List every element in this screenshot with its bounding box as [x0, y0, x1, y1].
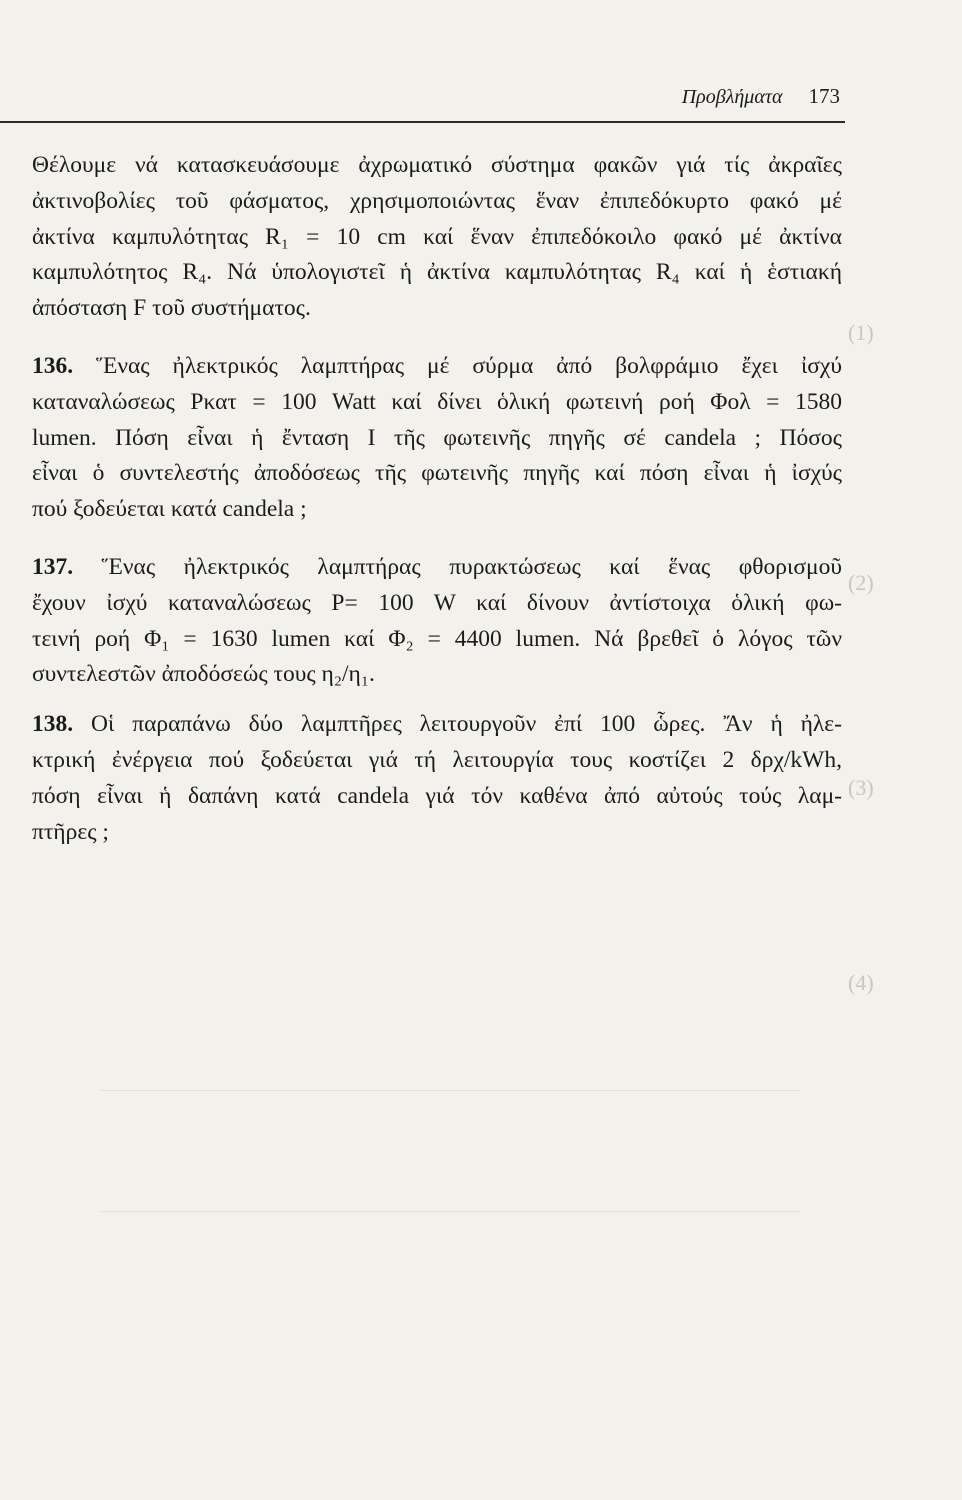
problem-138	[32, 707, 842, 850]
problem-137	[32, 550, 842, 693]
section-title: Προβλήματα	[681, 86, 783, 108]
text-line: τεινή ροή Φ₁ = 1630 lumen καί Φ₂ = 4400 lumen. Νά βρεθεῖ ὁ λόγος τῶν	[32, 625, 842, 652]
problem-number: 138.	[32, 711, 74, 738]
text-segment: Ἕνας ἠλεκτρικός λαμπτήρας μέ σύρμα ἀπό βολφράμιο ἔχει ἰσχύ	[96, 352, 842, 379]
text-line: ἀκτίνα καμπυλότητας R₁ = 10 cm καί ἕναν ἐπιπεδόκοιλο φακό μέ ἀκτίνα	[32, 223, 842, 250]
text-line: συντελεστῶν ἀποδόσεώς τους η₂/η₁.	[32, 661, 375, 688]
problem-number: 137.	[32, 553, 74, 580]
bleed-through-mark: (4)	[848, 970, 874, 995]
bleed-through-mark: (1)	[848, 320, 874, 345]
problem-number: 136.	[32, 352, 74, 379]
text-line: πού ξοδεύεται κατά candela ;	[32, 496, 307, 523]
page-body	[32, 148, 842, 850]
bleed-through-quote-bar	[100, 1090, 800, 1212]
text-line: πόση εἶναι ἡ δαπάνη κατά candela γιά τόν καθένα ἀπό αὐτούς τούς λαμ-	[32, 782, 842, 809]
text-segment: Οἱ παραπάνω δύο λαμπτῆρες λειτουργοῦν ἐπί 100 ὧρες. Ἄν ἡ ἠλε-	[91, 711, 843, 738]
text-line	[32, 550, 842, 586]
text-line: Θέλουμε νά κατασκευάσουμε ἀχρωματικό σύστημα φακῶν γιά τίς ἀκραῖες	[32, 152, 842, 178]
text-line	[32, 349, 842, 385]
text-line: ἀκτινοβολίες τοῦ φάσματος, χρησιμοποιώντας ἕναν ἐπιπεδόκυρτο φακό μέ	[32, 187, 842, 214]
bleed-through-mark: (2)	[848, 570, 874, 595]
text-line: lumen. Πόση εἶναι ἡ ἔνταση I τῆς φωτεινῆς πηγῆς σέ candela ; Πόσος	[32, 424, 842, 451]
text-line: ἔχουν ἰσχύ καταναλώσεως P= 100 W καί δίνουν ἀντίστοιχα ὁλική φω-	[32, 589, 842, 616]
page-number: 173	[808, 84, 840, 108]
problem-136	[32, 349, 842, 528]
intro-paragraph	[32, 148, 842, 327]
text-segment: Ἕνας ἠλεκτρικός λαμπτήρας πυρακτώσεως καί ἕνας φθορισμοῦ	[101, 553, 842, 580]
text-line: ἀπόσταση F τοῦ συστήματος.	[32, 295, 311, 322]
text-line: καμπυλότητος R₄. Νά ὑπολογιστεῖ ἡ ἀκτίνα καμπυλότητας R₄ καί ἡ ἑστιακή	[32, 259, 842, 286]
text-line: καταναλώσεως Pκατ = 100 Watt καί δίνει ὁλική φωτεινή ροή Φολ = 1580	[32, 388, 842, 415]
text-line	[32, 707, 842, 743]
text-line: εἶναι ὁ συντελεστής ἀποδόσεως τῆς φωτεινῆς πηγῆς καί πόση εἶναι ἡ ἰσχύς	[32, 460, 842, 487]
bleed-through-mark: (3)	[848, 775, 874, 800]
text-line: πτῆρες ;	[32, 818, 109, 845]
text-line: κτρική ἐνέργεια πού ξοδεύεται γιά τή λειτουργία τους κοστίζει 2 δρχ/kWh,	[32, 746, 842, 773]
header-rule	[0, 121, 845, 123]
